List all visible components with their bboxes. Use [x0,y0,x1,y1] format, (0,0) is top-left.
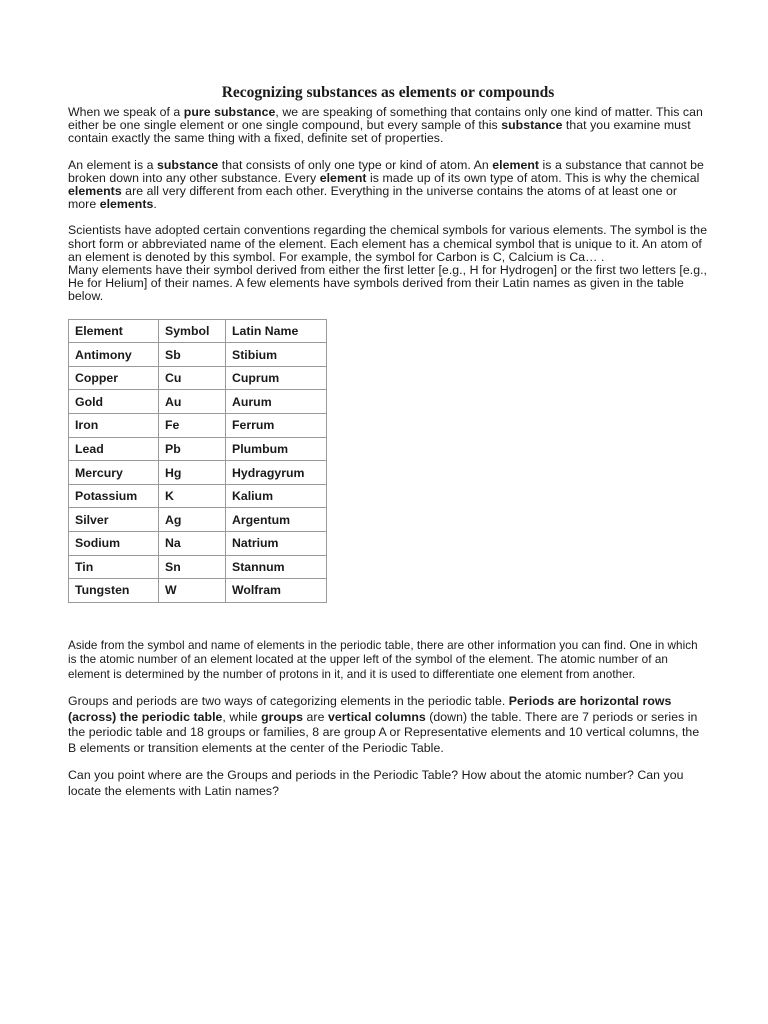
cell-symbol: Pb [159,437,226,461]
bold-term-pure-substance: pure substance [183,105,276,119]
bold-term-substance: substance [501,118,563,133]
text-run: . [153,197,157,212]
bold-term-vertical-columns: vertical columns [327,709,426,724]
cell-element: Silver [69,508,159,532]
cell-element: Lead [69,437,159,461]
cell-element: Tin [69,555,159,579]
cell-element: Sodium [69,531,159,555]
table-row [69,579,327,603]
cell-element: Copper [69,366,159,390]
bold-term-elements: elements [68,184,122,199]
cell-latin-name: Kalium [226,484,327,508]
bold-term-groups: groups [261,709,304,724]
table-row [69,531,327,555]
paragraph-atomic-number: Aside from the symbol and name of elements in the periodic table, there are other information you can find. One in which is the atomic number of an element located at the upper left of the symbol of the element. The atomic number of an element is determined by the number of protons in it, and it is used to differentiate one element from another. [68,638,698,681]
table-row [69,555,327,579]
column-header-symbol: Symbol [159,319,226,343]
cell-element: Mercury [69,461,159,485]
text-run: , while [222,709,262,724]
document-page [68,84,708,800]
paragraph-questions: Can you point where are the Groups and periods in the Periodic Table? How about the atomic number? Can you locate the elements with Latin names? [68,768,684,798]
table-row [69,484,327,508]
text-run: are all very different from each other. Everything in the universe contains the atoms of at least one or more [68,184,677,212]
bold-term-elements: elements [99,197,154,212]
cell-element: Tungsten [69,579,159,603]
table-row [69,343,327,367]
cell-symbol: K [159,484,226,508]
cell-symbol: Sn [159,555,226,579]
bold-term-element: element [492,157,540,172]
cell-element: Antimony [69,343,159,367]
cell-symbol: Hg [159,461,226,485]
text-run: is a substance that cannot be broken down into any other substance. Every [68,157,704,185]
paragraph-chemical-symbols: Scientists have adopted certain conventions regarding the chemical symbols for various elements. The symbol is the short form or abbreviated name of the element. Each element has a chemical symbol that is unique to it. An atom of an element is denoted by this symbol. For example, the symbol for Carbon is C, Calcium is Ca… . [68,223,708,264]
paragraph-symbol-derivation: Many elements have their symbol derived from either the first letter [e.g., H for Hydrogen] or the first two letters [e.g., He for Helium] of their names. A few elements have symbols derived from their Latin names as given in the table below. [68,263,708,304]
cell-symbol: Fe [159,414,226,438]
column-header-element: Element [69,319,159,343]
cell-symbol: W [159,579,226,603]
table-row [69,437,327,461]
column-header-latin-name: Latin Name [226,319,327,343]
cell-latin-name: Plumbum [226,437,327,461]
text-run: is made up of its own type of atom. This is why the chemical [366,170,700,185]
text-run: An element is a [68,157,157,172]
cell-symbol: Na [159,531,226,555]
cell-latin-name: Cuprum [226,366,327,390]
table-row [69,390,327,414]
text-run: that consists of only one type or kind of atom. An [218,157,493,172]
cell-symbol: Ag [159,508,226,532]
table-row [69,508,327,532]
paragraph-pure-substance [68,106,708,146]
cell-latin-name: Hydragyrum [226,461,327,485]
cell-latin-name: Aurum [226,390,327,414]
text-run: , we are speaking of something that contains only one kind of matter. This can either be one single element or one single compound, but every sample of this [68,105,703,133]
bold-term-substance: substance [156,157,219,172]
latin-names-table [68,319,327,603]
cell-element: Iron [69,414,159,438]
cell-latin-name: Ferrum [226,414,327,438]
cell-latin-name: Stibium [226,343,327,367]
text-run: When we speak of a [68,105,184,119]
bold-term-element: element [319,170,367,185]
paragraph-element-definition [68,159,708,212]
cell-symbol: Au [159,390,226,414]
bold-term-periods: Periods are horizontal rows (across) the periodic table [68,693,672,724]
paragraph-groups-periods [68,694,708,756]
text-run: that you examine must contain exactly the same thing with a fixed, definite set of properties. [68,118,691,146]
cell-latin-name: Wolfram [226,579,327,603]
cell-latin-name: Natrium [226,531,327,555]
cell-element: Gold [69,390,159,414]
table-header-row [69,319,327,343]
cell-latin-name: Stannum [226,555,327,579]
table-row [69,414,327,438]
table-row [69,461,327,485]
cell-symbol: Sb [159,343,226,367]
cell-latin-name: Argentum [226,508,327,532]
text-run: are [303,709,328,724]
table-row [69,366,327,390]
text-run: (down) the table. There are 7 periods or series in the periodic table and 18 groups or families, 8 are group A or Representative elements and 10 vertical columns, the B elements or transition elements at the center of the Periodic Table. [68,709,700,755]
text-run: Groups and periods are two ways of categorizing elements in the periodic table. [68,693,509,708]
document-title: Recognizing substances as elements or compounds [221,84,555,101]
cell-element: Potassium [69,484,159,508]
cell-symbol: Cu [159,366,226,390]
